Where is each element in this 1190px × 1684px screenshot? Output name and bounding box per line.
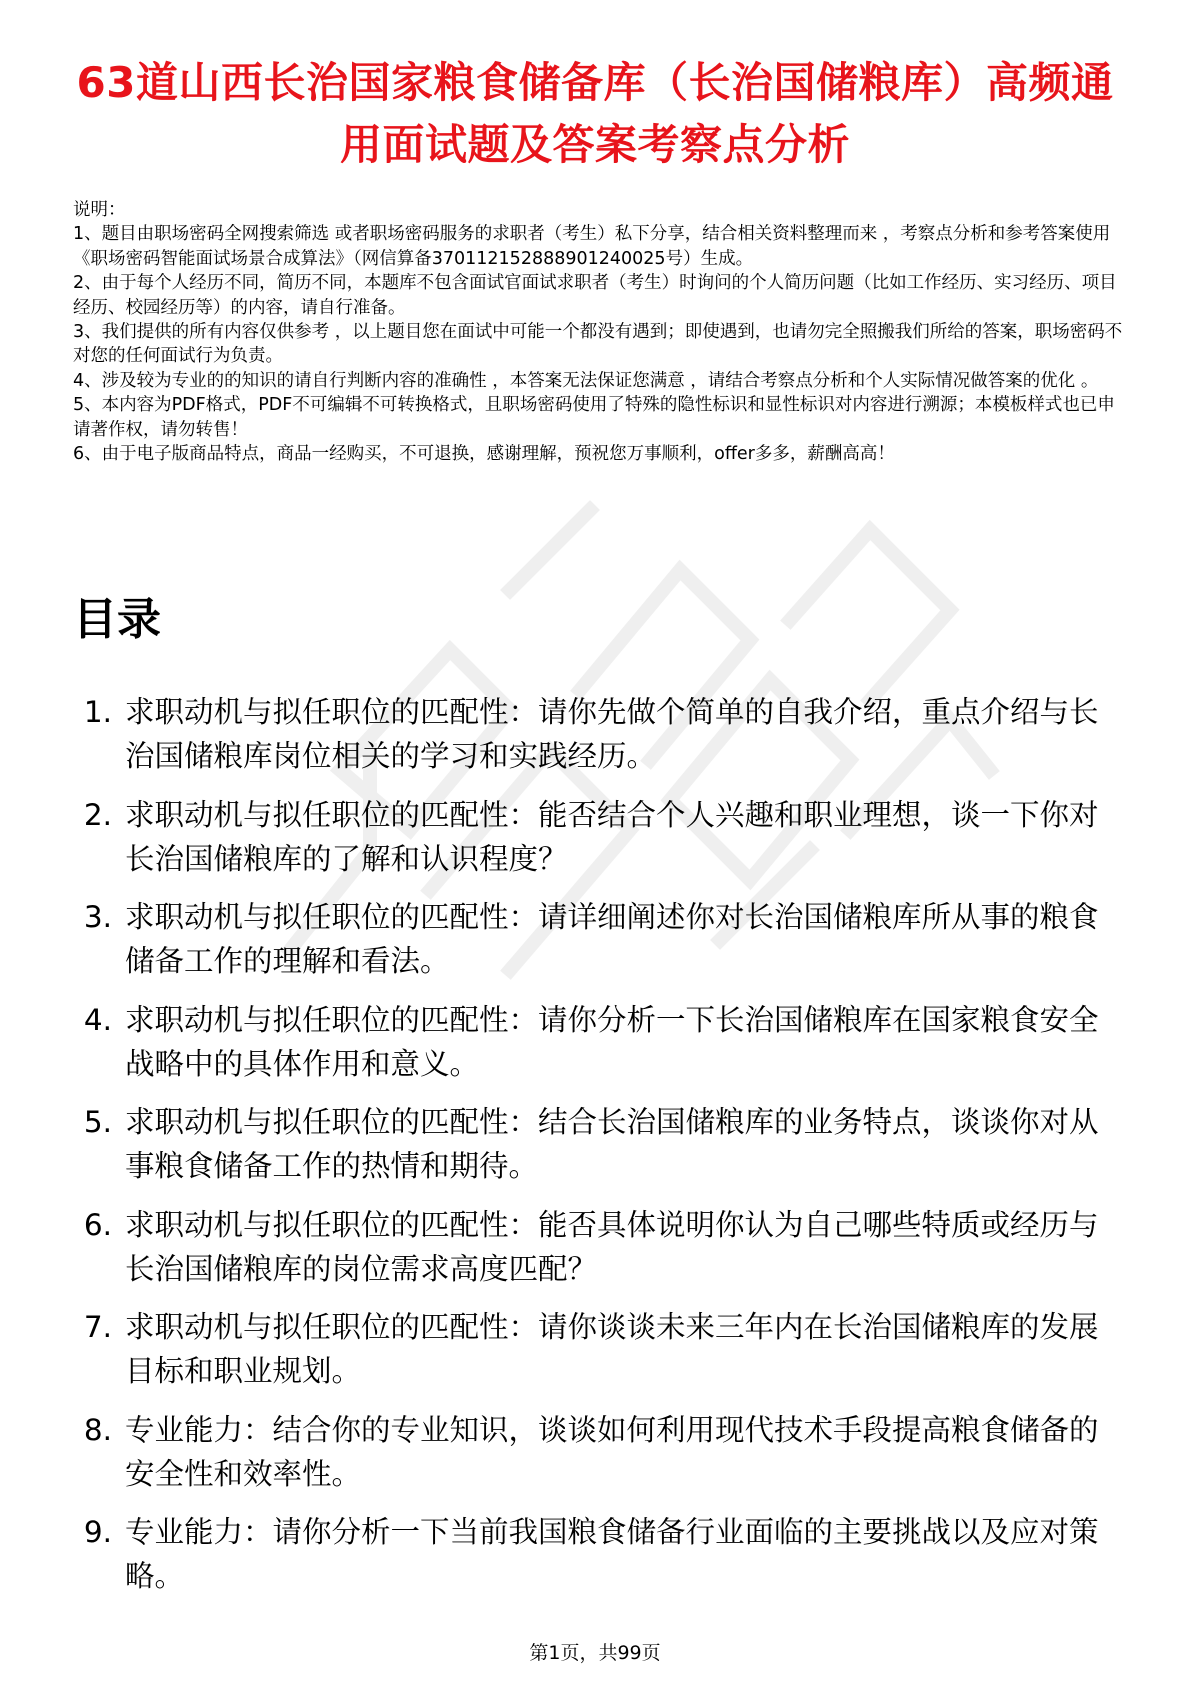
toc-item[interactable] xyxy=(73,690,1118,778)
toc-item-number: 3. xyxy=(83,900,112,934)
toc-item[interactable] xyxy=(73,998,1118,1086)
toc-item-text: 求职动机与拟任职位的匹配性：请你分析一下长治国储粮库在国家粮食安全战略中的具体作用和意义。 xyxy=(125,1002,1099,1081)
toc-item[interactable] xyxy=(73,1510,1118,1598)
toc-item-text: 求职动机与拟任职位的匹配性：请你先做个简单的自我介绍，重点介绍与长治国储粮库岗位相关的学习和实践经历。 xyxy=(125,695,1099,773)
toc-heading: 目录 xyxy=(73,594,161,645)
toc-item-text: 求职动机与拟任职位的匹配性：请详细阐述你对长治国储粮库所从事的粮食储备工作的理解和看法。 xyxy=(125,900,1099,978)
toc-item[interactable] xyxy=(73,1100,1118,1188)
note-item: 2、由于每个人经历不同，简历不同，本题库不包含面试官面试求职者（考生）时询问的个人简历问题（比如工作经历、实习经历、项目经历、校园经历等）的内容，请自行准备。 xyxy=(73,273,1117,318)
toc-item-text: 求职动机与拟任职位的匹配性：请你谈谈未来三年内在长治国储粮库的发展目标和职业规划。 xyxy=(125,1310,1099,1388)
toc-item-number: 4. xyxy=(83,1002,112,1037)
note-item: 6、由于电子版商品特点，商品一经购买，不可退换，感谢理解，预祝您万事顺利，offer多多，薪酬高高！ xyxy=(73,444,895,465)
toc-item-number: 5. xyxy=(83,1105,112,1139)
toc-item-number: 1. xyxy=(83,695,112,729)
toc-item-text: 求职动机与拟任职位的匹配性：能否具体说明你认为自己哪些特质或经历与长治国储粮库的岗位需求高度匹配？ xyxy=(125,1207,1099,1286)
toc-item-text: 专业能力：结合你的专业知识，谈谈如何利用现代技术手段提高粮食储备的安全性和效率性。 xyxy=(125,1412,1099,1491)
note-item: 1、题目由职场密码全网搜索筛选 或者职场密码服务的求职者（考生）私下分享，结合相关资料整理而来 ，考察点分析和参考答案使用《职场密码智能面试场景合成算法》（网信算备370112152888901240025号）生成。 xyxy=(73,224,1111,269)
notes-heading: 说明： xyxy=(73,200,126,220)
note-item: 5、本内容为PDF格式，PDF不可编辑不可转换格式，且职场密码使用了特殊的隐性标识和显性标识对内容进行溯源；本模板样式也已申请著作权，请勿转售！ xyxy=(73,395,1115,440)
toc-item[interactable] xyxy=(73,895,1118,983)
toc-item-number: 8. xyxy=(83,1412,112,1447)
toc-item-text: 求职动机与拟任职位的匹配性：能否结合个人兴趣和职业理想，谈一下你对长治国储粮库的了解和认识程度？ xyxy=(125,797,1099,876)
toc-item[interactable] xyxy=(73,1408,1118,1496)
toc-item[interactable] xyxy=(73,1203,1118,1291)
toc-list xyxy=(73,690,1118,1613)
document-title: 63道山西长治国家粮食储备库（长治国储粮库）高频通用面试题及答案考察点分析 xyxy=(76,58,1114,169)
toc-item-number: 2. xyxy=(83,797,112,832)
toc-item-text: 专业能力：请你分析一下当前我国粮食储备行业面临的主要挑战以及应对策略。 xyxy=(125,1515,1099,1593)
toc-item-text: 求职动机与拟任职位的匹配性：结合长治国储粮库的业务特点，谈谈你对从事粮食储备工作的热情和期待。 xyxy=(125,1105,1099,1183)
page-footer: 第1页，共99页 xyxy=(529,1642,661,1664)
note-item: 3、我们提供的所有内容仅供参考 ，以上题目您在面试中可能一个都没有遇到；即使遇到，也请勿完全照搬我们所给的答案，职场密码不对您的任何面试行为负责。 xyxy=(73,322,1123,367)
toc-item-number: 7. xyxy=(83,1310,112,1344)
notes-section xyxy=(73,198,1125,466)
toc-item-number: 6. xyxy=(83,1207,112,1242)
toc-item[interactable] xyxy=(73,793,1118,881)
toc-item[interactable] xyxy=(73,1305,1118,1393)
note-item: 4、涉及较为专业的的知识的请自行判断内容的准确性 ，本答案无法保证您满意 ，请结合考察点分析和个人实际情况做答案的优化 。 xyxy=(73,370,1099,391)
toc-item-number: 9. xyxy=(83,1515,112,1549)
